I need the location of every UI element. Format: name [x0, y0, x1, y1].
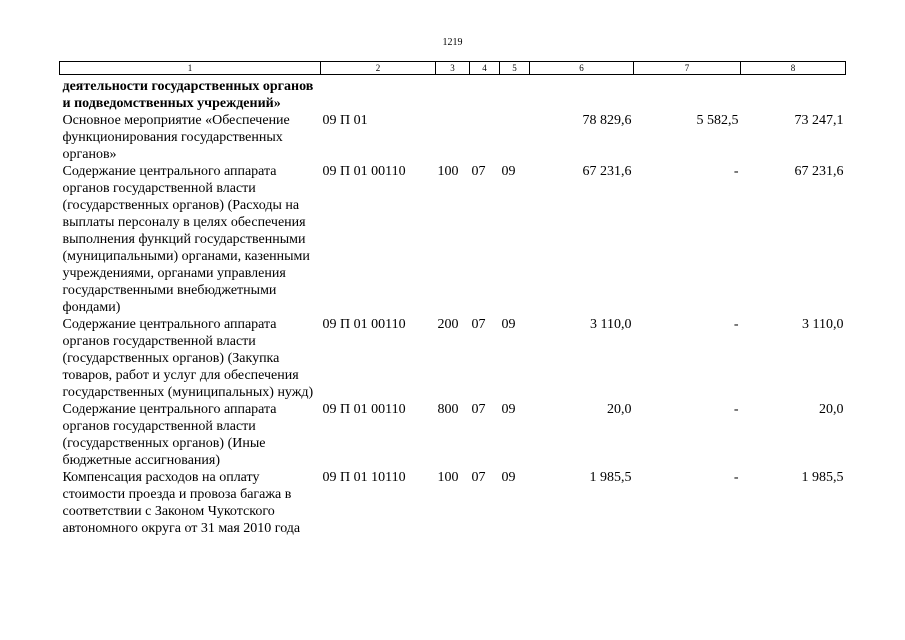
- row-pr: [500, 112, 530, 163]
- row-regional: [741, 75, 846, 113]
- row-rz: [470, 75, 500, 113]
- row-total: [530, 75, 634, 113]
- header-cell-5: 5: [500, 62, 530, 75]
- header-cell-1: 1: [60, 62, 321, 75]
- table-row: [60, 75, 846, 113]
- row-regional: 3 110,0: [802, 317, 844, 332]
- row-description: деятельности государственных органов и подведомственных учреждений»: [62, 79, 314, 111]
- row-vr: 800: [437, 402, 459, 417]
- row-total: 3 110,0: [590, 317, 632, 332]
- row-code: 09 П 01 00110: [322, 402, 406, 417]
- row-pr: 09: [501, 470, 516, 485]
- row-description: Содержание центрального аппарата органов государственной власти (государственных органов) (Иные бюджетные ассигнования): [62, 402, 277, 468]
- row-pr: [500, 75, 530, 113]
- header-cell-7: 7: [634, 62, 741, 75]
- row-code: 09 П 01 00110: [322, 164, 406, 179]
- row-code: 09 П 01 10110: [322, 470, 406, 485]
- header-row: [60, 62, 846, 75]
- table-row: [60, 163, 846, 316]
- row-total: 20,0: [607, 402, 632, 417]
- row-vr: 100: [437, 164, 459, 179]
- header-cell-6: 6: [530, 62, 634, 75]
- table-row: [60, 316, 846, 401]
- row-description: Содержание центрального аппарата органов государственной власти (государственных органов) (Расходы на выплаты персоналу в целях обеспечения выполнения функций государственными (муниципальными) органами, казенными учреждениями, органами управления государственными внебюджетными фондами): [62, 164, 310, 315]
- row-pr: 09: [501, 402, 516, 417]
- row-rz: 07: [471, 402, 486, 417]
- row-vr: 200: [437, 317, 459, 332]
- row-federal: -: [733, 164, 739, 179]
- row-rz: [470, 112, 500, 163]
- row-rz: 07: [471, 164, 486, 179]
- row-description: Содержание центрального аппарата органов государственной власти (государственных органов) (Закупка товаров, работ и услуг для обеспечения государственных (муниципальных) нужд): [62, 317, 314, 400]
- row-code: 09 П 01 00110: [322, 317, 406, 332]
- row-regional: 67 231,6: [794, 164, 844, 179]
- header-cell-3: 3: [436, 62, 470, 75]
- row-federal: -: [733, 317, 739, 332]
- row-vr: [436, 112, 470, 163]
- row-code: [321, 75, 436, 113]
- row-description: Компенсация расходов на оплату стоимости проезда и провоза багажа в соответствии с Законом Чукотского автономного округа от 31 мая 2010 года: [62, 470, 301, 536]
- row-code: 09 П 01: [322, 113, 368, 128]
- table-row: [60, 112, 846, 163]
- header-cell-2: 2: [321, 62, 436, 75]
- table-row: [60, 401, 846, 469]
- row-total: 1 985,5: [589, 470, 632, 485]
- row-pr: 09: [501, 164, 516, 179]
- row-federal: -: [733, 402, 739, 417]
- header-cell-8: 8: [741, 62, 846, 75]
- header-cell-4: 4: [470, 62, 500, 75]
- row-description: Основное мероприятие «Обеспечение функционирования государственных органов»: [62, 113, 290, 162]
- row-vr: [436, 75, 470, 113]
- row-federal: 5 582,5: [696, 113, 739, 128]
- row-total: 67 231,6: [582, 164, 632, 179]
- table-row: [60, 469, 846, 537]
- row-regional: 73 247,1: [794, 113, 844, 128]
- row-regional: 20,0: [819, 402, 844, 417]
- page-number: 1219: [442, 37, 463, 48]
- row-regional: 1 985,5: [801, 470, 844, 485]
- row-total: 78 829,6: [582, 113, 632, 128]
- row-vr: 100: [437, 470, 459, 485]
- budget-table: [59, 61, 846, 537]
- row-federal: [634, 75, 741, 113]
- row-rz: 07: [471, 317, 486, 332]
- row-rz: 07: [471, 470, 486, 485]
- row-federal: -: [733, 470, 739, 485]
- row-pr: 09: [501, 317, 516, 332]
